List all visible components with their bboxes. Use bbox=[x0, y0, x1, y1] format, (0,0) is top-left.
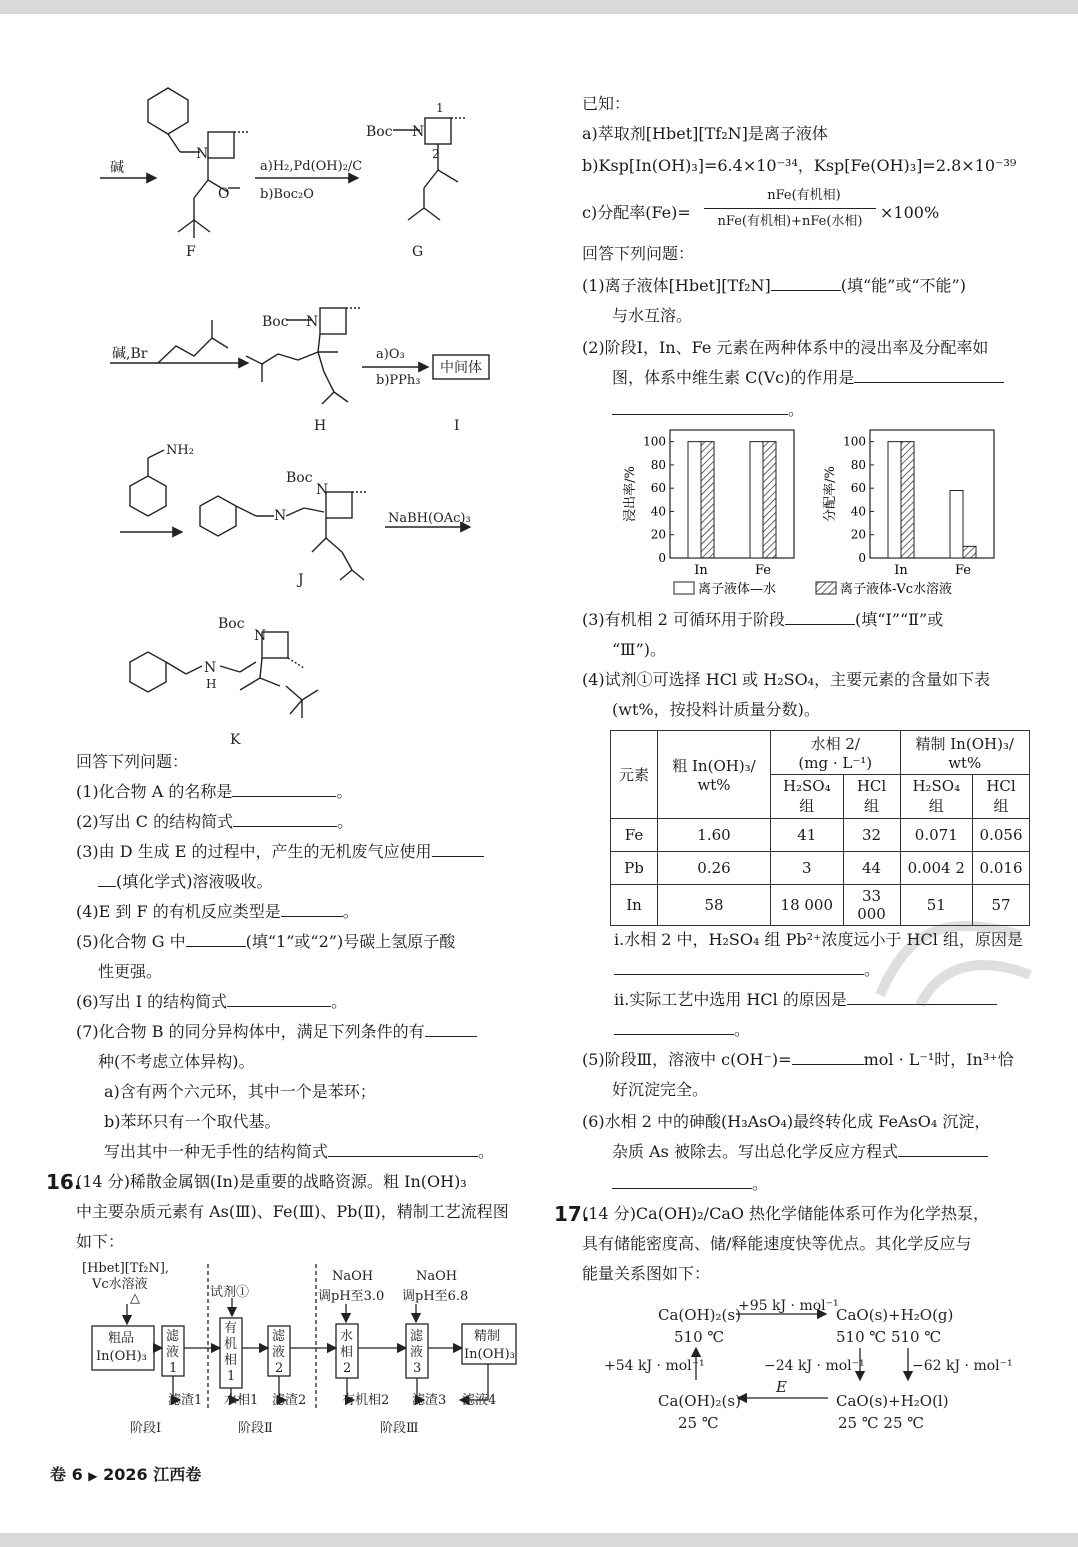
bar-In-0 bbox=[688, 442, 701, 558]
pos-2: 2 bbox=[432, 147, 440, 161]
r-question-1-cont: 与水互溶。 bbox=[612, 306, 693, 325]
top-band bbox=[0, 0, 1078, 14]
known-c-left: c)分配率(Fe)= bbox=[582, 203, 691, 222]
r-answer-blank-6[interactable] bbox=[898, 1142, 988, 1157]
flow-reagent1: 试剂① bbox=[210, 1285, 250, 1300]
q16-line-1: (14 分)稀散金属铟(In)是重要的战略资源。粗 In(OH)₃ bbox=[76, 1172, 467, 1191]
known-c-denominator: nFe(有机相)+nFe(水相) bbox=[717, 214, 863, 229]
bottom-band bbox=[0, 1533, 1078, 1547]
known-c-right: ×100% bbox=[880, 203, 940, 222]
th-element: 元素 bbox=[611, 731, 658, 819]
flow-naoh1: NaOH bbox=[332, 1269, 374, 1284]
out-residue3: 滤渣3 bbox=[412, 1393, 447, 1408]
q17-line-2: 具有储能密度高、储/释能速度快等优点。其化学反应与 bbox=[582, 1234, 972, 1253]
question-4: (4)E 到 F 的有机反应类型是 。 bbox=[76, 902, 359, 921]
energy-bottom-right: CaO(s)+H₂O(l) bbox=[836, 1392, 949, 1410]
question-16-number: 16. bbox=[46, 1170, 82, 1194]
energy-left-value: +54 kJ · mol⁻¹ bbox=[604, 1358, 705, 1374]
y-tick-label: 80 bbox=[850, 457, 866, 472]
out-organic2: 有机相2 bbox=[342, 1393, 390, 1408]
footer-arrow-icon: ▶ bbox=[88, 1469, 98, 1483]
atom-n-k: N bbox=[254, 628, 267, 644]
box-refined-l1: 精制 bbox=[474, 1329, 501, 1344]
energy-mid-value: −24 kJ · mol⁻¹ bbox=[764, 1358, 865, 1374]
energy-bottom-left-temp: 25 ℃ bbox=[678, 1414, 719, 1432]
known-b: b)Ksp[In(OH)₃]=6.4×10⁻³⁴，Ksp[Fe(OH)₃]=2.8×10⁻³⁹ bbox=[582, 156, 1017, 175]
table-row: Pb 0.26 3 44 0.004 2 0.016 bbox=[611, 852, 1030, 885]
footer-title: 2026 江西卷 bbox=[103, 1465, 202, 1484]
answer-blank-4[interactable] bbox=[281, 902, 343, 917]
flow-ph1: 调pH至3.0 bbox=[318, 1289, 385, 1304]
r-question-4-cont: (wt%，按投料计质量分数)。 bbox=[612, 700, 820, 719]
bar-In-1 bbox=[701, 442, 714, 558]
box-f2-l1: 滤 bbox=[272, 1329, 286, 1344]
energy-bottom-label: E bbox=[776, 1378, 787, 1396]
label-j: J bbox=[298, 572, 304, 588]
r-answer-blank-6b[interactable] bbox=[612, 1174, 752, 1189]
y-tick-label: 20 bbox=[650, 527, 666, 542]
label-k: K bbox=[230, 732, 241, 748]
energy-bottom-right-temp: 25 ℃ 25 ℃ bbox=[838, 1414, 925, 1432]
questions-header: 回答下列问题： bbox=[76, 752, 189, 771]
th-sub-h2so4-1: H₂SO₄ 组 bbox=[771, 775, 844, 819]
boc-g: Boc bbox=[366, 124, 393, 140]
fraction-bar bbox=[704, 208, 876, 209]
r-question-5-cont: 好沉淀完全。 bbox=[612, 1080, 709, 1099]
q17-line-3: 能量关系图如下： bbox=[582, 1264, 711, 1283]
box-f1-l2: 液 bbox=[166, 1345, 180, 1360]
label-g: G bbox=[412, 244, 424, 260]
y-tick-label: 0 bbox=[658, 551, 666, 565]
answer-blank-1[interactable] bbox=[232, 782, 336, 797]
footer bbox=[50, 1462, 201, 1485]
r-answer-blank-1[interactable] bbox=[771, 276, 841, 291]
energy-top-right-temp: 510 ℃ 510 ℃ bbox=[836, 1328, 942, 1346]
energy-top-right: CaO(s)+H₂O(g) bbox=[836, 1306, 954, 1324]
r-answer-blank-2b[interactable] bbox=[612, 400, 788, 415]
process-flowchart bbox=[70, 1258, 540, 1448]
energy-cycle-diagram bbox=[600, 1292, 1030, 1442]
question-3-cont: (填化学式)溶液吸收。 bbox=[98, 872, 273, 892]
answer-blank-6[interactable] bbox=[227, 992, 331, 1007]
flow-reagent-top: [Hbet][Tf₂N], bbox=[82, 1261, 170, 1276]
out-water1: 水相1 bbox=[224, 1393, 259, 1408]
question-17-number: 17. bbox=[554, 1202, 590, 1226]
bar-Fe-1 bbox=[763, 442, 776, 558]
bar-Fe-0 bbox=[750, 442, 763, 558]
q16-line-3: 如下： bbox=[76, 1232, 125, 1251]
boc-k: Boc bbox=[218, 616, 245, 632]
stage-3: 阶段Ⅲ bbox=[380, 1421, 419, 1436]
table-row: Fe 1.60 41 32 0.071 0.056 bbox=[611, 819, 1030, 852]
known-c-numerator: nFe(有机相) bbox=[767, 188, 841, 203]
r-question-2: (2)阶段Ⅰ，In、Fe 元素在两种体系中的浸出率及分配率如 bbox=[582, 338, 989, 357]
box-o1-l3: 相 bbox=[224, 1353, 238, 1368]
watermark-seal bbox=[860, 905, 1040, 1015]
r-answer-blank-2[interactable] bbox=[854, 368, 1004, 383]
y-tick-label: 100 bbox=[843, 434, 866, 449]
r-question-4i-cont: 。 bbox=[614, 960, 880, 980]
box-crude-l1: 粗品 bbox=[108, 1331, 135, 1346]
reagent-hi-a: a)O₃ bbox=[376, 347, 405, 362]
box-f1-l3: 1 bbox=[169, 1361, 178, 1376]
atom-n-h: N bbox=[306, 314, 319, 330]
th-sub-hcl-2: HCl 组 bbox=[973, 775, 1030, 819]
x-tick-label: Fe bbox=[954, 563, 972, 578]
answer-blank-7b[interactable] bbox=[328, 1142, 478, 1157]
reaction-schemes bbox=[90, 80, 550, 760]
y-tick-label: 60 bbox=[650, 481, 666, 496]
r-question-4i: ⅰ.水相 2 中，H₂SO₄ 组 Pb²⁺浓度远小于 HCl 组，原因是 bbox=[614, 930, 1023, 949]
legend-swatch-vc bbox=[816, 582, 836, 594]
bar-charts bbox=[604, 422, 1004, 602]
ask-header: 回答下列问题： bbox=[582, 244, 695, 263]
flow-reagent-vc: Vc水溶液 bbox=[92, 1277, 148, 1292]
y-tick-label: 20 bbox=[850, 527, 866, 542]
atom-n-g: N bbox=[412, 124, 425, 140]
question-7: (7)化合物 B 的同分异构体中，满足下列条件的有 bbox=[76, 1022, 477, 1042]
question-5-cont: 性更强。 bbox=[98, 962, 163, 981]
reagent-base-1: 碱 bbox=[110, 160, 124, 176]
answer-blank-7[interactable] bbox=[425, 1022, 477, 1037]
label-h: H bbox=[314, 418, 327, 434]
box-f3-l1: 滤 bbox=[410, 1329, 424, 1344]
box-o1-l4: 1 bbox=[227, 1369, 236, 1384]
box-f2-l3: 2 bbox=[275, 1361, 284, 1376]
reagent-base-br: 碱,Br bbox=[112, 346, 148, 362]
question-5: (5)化合物 G 中 (填“1”或“2”)号碳上氢原子酸 bbox=[76, 932, 456, 951]
flow-ph2: 调pH至6.8 bbox=[402, 1289, 469, 1304]
r-question-3: (3)有机相 2 可循环用于阶段 (填“Ⅰ”“Ⅱ”或 bbox=[582, 610, 944, 629]
intermediate-box: 中间体 bbox=[440, 360, 482, 376]
box-f2-l2: 液 bbox=[272, 1345, 286, 1360]
y-tick-label: 80 bbox=[650, 457, 666, 472]
box-f3-l2: 液 bbox=[410, 1345, 424, 1360]
th-water: 水相 2/ (mg · L⁻¹) bbox=[771, 731, 901, 775]
r-question-6-cont2: 。 bbox=[612, 1174, 768, 1194]
r-answer-blank-4i[interactable] bbox=[614, 960, 864, 975]
th-crude: 粗 In(OH)₃/ wt% bbox=[658, 731, 771, 819]
r-question-4: (4)试剂①可选择 HCl 或 H₂SO₄，主要元素的含量如下表 bbox=[582, 670, 991, 689]
y-axis-label: 浸出率/% bbox=[623, 466, 638, 522]
y-tick-label: 0 bbox=[858, 551, 866, 565]
box-w2-l1: 水 bbox=[340, 1329, 354, 1344]
question-7-ask: 写出其中一种无手性的结构简式 。 bbox=[104, 1142, 495, 1161]
atom-n-imine: N bbox=[274, 508, 287, 524]
question-1: (1)化合物 A 的名称是 。 bbox=[76, 782, 353, 801]
bar-Fe-0 bbox=[950, 491, 963, 558]
x-tick-label: In bbox=[894, 563, 908, 578]
q17-line-1: (14 分)Ca(OH)₂/CaO 热化学储能体系可作为化学热泵， bbox=[582, 1204, 990, 1223]
condition-b: b)苯环只有一个取代基。 bbox=[104, 1112, 281, 1131]
r-question-5: (5)阶段Ⅲ，溶液中 c(OH⁻)= mol · L⁻¹时，In³⁺恰 bbox=[582, 1050, 1014, 1069]
nh2: NH₂ bbox=[166, 443, 194, 458]
table-row: In 58 18 000 33 000 51 57 bbox=[611, 885, 1030, 926]
r-question-3-cont: “Ⅲ”)。 bbox=[612, 640, 667, 659]
answer-blank-5[interactable] bbox=[186, 932, 246, 947]
energy-top-value: +95 kJ · mol⁻¹ bbox=[738, 1298, 839, 1314]
reagent-fg-a: a)H₂,Pd(OH)₂/C bbox=[260, 159, 363, 174]
bar-Fe-1 bbox=[963, 546, 976, 558]
r-question-2-cont: 图，体系中维生素 C(Vc)的作用是 bbox=[612, 368, 1004, 388]
label-f: F bbox=[186, 244, 196, 260]
reagent-hi-b: b)PPh₃ bbox=[376, 373, 421, 388]
r-question-4ii-cont: 。 bbox=[614, 1020, 750, 1040]
atom-n-amine: N bbox=[204, 660, 217, 676]
stage-2: 阶段Ⅱ bbox=[238, 1421, 273, 1436]
r-question-6: (6)水相 2 中的砷酸(H₃AsO₄)最终转化成 FeAsO₄ 沉淀， bbox=[582, 1112, 991, 1131]
answer-blank-3[interactable] bbox=[432, 842, 484, 857]
stage-1: 阶段Ⅰ bbox=[130, 1421, 162, 1436]
answer-blank-3b[interactable] bbox=[98, 872, 116, 887]
footer-page: 卷 6 bbox=[50, 1465, 83, 1484]
question-7-cont: 种(不考虑立体异构)。 bbox=[98, 1052, 255, 1071]
q16-line-2: 中主要杂质元素有 As(Ⅲ)、Fe(Ⅲ)、Pb(Ⅱ)，精制工艺流程图 bbox=[76, 1202, 509, 1221]
r-answer-blank-3[interactable] bbox=[785, 610, 855, 625]
answer-blank-2[interactable] bbox=[233, 812, 337, 827]
known-a: a)萃取剂[Hbet][Tf₂N]是离子液体 bbox=[582, 124, 828, 143]
box-f3-l3: 3 bbox=[413, 1361, 422, 1376]
label-i: I bbox=[454, 418, 460, 434]
box-w2-l3: 2 bbox=[343, 1361, 352, 1376]
atom-n: N bbox=[196, 146, 209, 162]
legend-swatch-water bbox=[674, 582, 694, 594]
atom-o: O bbox=[218, 186, 230, 202]
bar-In-1 bbox=[901, 442, 914, 558]
energy-bottom-left: Ca(OH)₂(s) bbox=[658, 1392, 741, 1410]
legend-label-vc: 离子液体-Vc水溶液 bbox=[840, 582, 953, 597]
r-answer-blank-4ii-b[interactable] bbox=[614, 1020, 734, 1035]
th-refined: 精制 In(OH)₃/ wt% bbox=[900, 731, 1030, 775]
y-tick-label: 40 bbox=[850, 504, 866, 519]
y-axis-label: 分配率/% bbox=[823, 466, 838, 522]
r-question-2-cont2: 。 bbox=[612, 400, 804, 420]
th-sub-hcl-1: HCl 组 bbox=[843, 775, 900, 819]
bar-In-0 bbox=[888, 442, 901, 558]
out-residue1: 滤渣1 bbox=[168, 1393, 203, 1408]
box-refined-l2: In(OH)₃ bbox=[464, 1347, 515, 1362]
box-o1-l2: 机 bbox=[224, 1337, 238, 1352]
content-table bbox=[610, 730, 1030, 926]
y-tick-label: 60 bbox=[850, 481, 866, 496]
pos-1: 1 bbox=[436, 101, 444, 115]
x-tick-label: In bbox=[694, 563, 708, 578]
out-residue2: 滤渣2 bbox=[272, 1393, 307, 1408]
reagent-fg-b: b)Boc₂O bbox=[260, 187, 314, 202]
boc-h: Boc bbox=[262, 314, 289, 330]
condition-a: a)含有两个六元环，其中一个是苯环； bbox=[104, 1082, 376, 1101]
box-o1-l1: 有 bbox=[224, 1321, 238, 1336]
r-question-1: (1)离子液体[Hbet][Tf₂N] (填“能”或“不能”) bbox=[582, 276, 966, 295]
chart-legend bbox=[674, 581, 952, 597]
y-tick-label: 100 bbox=[643, 434, 666, 449]
energy-top-left: Ca(OH)₂(s) bbox=[658, 1306, 741, 1324]
legend-label-water: 离子液体—水 bbox=[698, 582, 777, 597]
atom-n-j: N bbox=[316, 482, 329, 498]
energy-top-left-temp: 510 ℃ bbox=[674, 1328, 725, 1346]
box-f1-l1: 滤 bbox=[166, 1329, 180, 1344]
question-6: (6)写出 I 的结构简式 。 bbox=[76, 992, 348, 1011]
flow-naoh2: NaOH bbox=[416, 1269, 458, 1284]
y-tick-label: 40 bbox=[650, 504, 666, 519]
question-2: (2)写出 C 的结构简式 。 bbox=[76, 812, 354, 831]
chart-distribution-rate bbox=[823, 430, 994, 578]
chart-leach-rate bbox=[622, 430, 794, 578]
question-3: (3)由 D 生成 E 的过程中，产生的无机废气应使用 bbox=[76, 842, 484, 862]
th-sub-h2so4-2: H₂SO₄ 组 bbox=[900, 775, 973, 819]
flow-heat: △ bbox=[130, 1291, 140, 1306]
atom-h-amine: H bbox=[206, 677, 217, 691]
reagent-nabh: NaBH(OAc)₃ bbox=[388, 511, 471, 526]
out-filtrate4: 滤液4 bbox=[462, 1393, 497, 1408]
r-question-6-cont: 杂质 As 被除去。写出总化学反应方程式 bbox=[612, 1142, 988, 1162]
boc-j: Boc bbox=[286, 470, 313, 486]
x-tick-label: Fe bbox=[754, 563, 772, 578]
box-crude-l2: In(OH)₃ bbox=[96, 1349, 147, 1364]
known-header: 已知： bbox=[582, 94, 631, 113]
box-w2-l2: 相 bbox=[340, 1345, 354, 1360]
energy-right-value: −62 kJ · mol⁻¹ bbox=[912, 1358, 1013, 1374]
r-question-4ii: ⅱ.实际工艺中选用 HCl 的原因是 bbox=[614, 990, 997, 1010]
r-answer-blank-5[interactable] bbox=[792, 1050, 864, 1065]
